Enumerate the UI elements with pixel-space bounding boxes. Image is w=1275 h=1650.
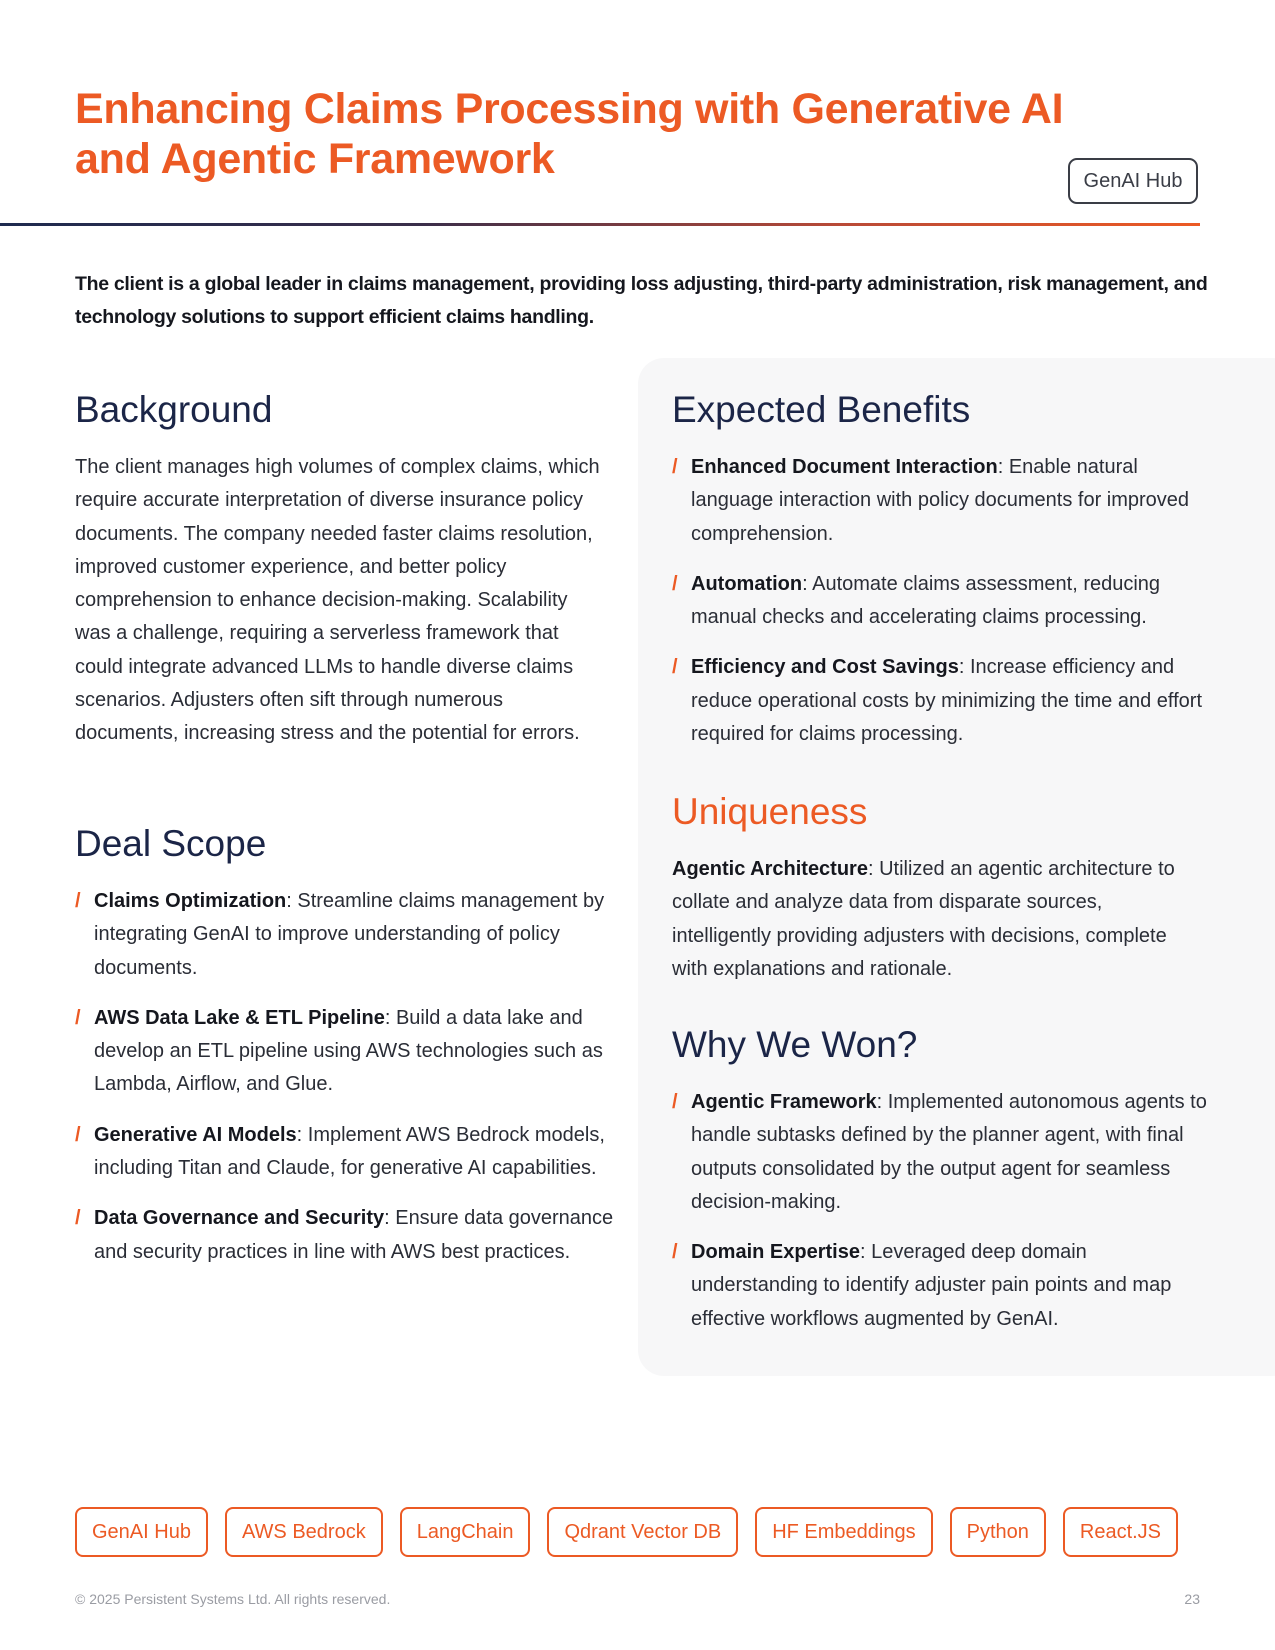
technology-tags: [75, 1507, 1178, 1557]
item-text: : Ensure data governance and security practices in line with AWS best practices.: [94, 1207, 614, 1263]
item-term: Domain Expertise: [691, 1241, 860, 1264]
footer-copyright: © 2025 Persistent Systems Ltd. All rights reserved.: [75, 1591, 391, 1607]
item-term: Automation: [691, 572, 803, 595]
item-text: : Leveraged deep domain understanding to identify adjuster pain points and map effective workflows augmented by GenAI.: [691, 1241, 1172, 1330]
win-reason-item: [672, 1236, 1207, 1336]
deal-scope-list: [75, 885, 615, 1286]
item-text: : Implemented autonomous agents to handle subtasks defined by the planner agent, with final outputs consolidated by the output agent for seamless decision-making.: [691, 1091, 1207, 1213]
deal-scope-item: [75, 1119, 615, 1186]
uniqueness-term: Agentic Architecture: [672, 858, 868, 880]
item-text: : Streamline claims management by integrating GenAI to improve understanding of policy documents.: [94, 890, 605, 979]
item-term: Enhanced Document Interaction: [691, 456, 998, 478]
deal-scope-item: [75, 1002, 615, 1102]
item-text: : Automate claims assessment, reducing manual checks and accelerating claims processing.: [691, 572, 1161, 629]
slash-marker: /: [672, 656, 678, 679]
item-term: Claims Optimization: [94, 890, 287, 912]
tag-python: Python: [950, 1507, 1046, 1557]
why-we-won-list: [672, 1086, 1207, 1353]
item-term: Efficiency and Cost Savings: [691, 656, 959, 679]
item-term: Data Governance and Security: [94, 1207, 385, 1230]
header-divider: [0, 223, 1200, 226]
expected-benefits-heading: Expected Benefits: [672, 389, 971, 430]
item-text: : Implement AWS Bedrock models, including Titan and Claude, for generative AI capabilities.: [94, 1123, 605, 1180]
benefit-item: [672, 451, 1207, 551]
item-text: : Enable natural language interaction with policy documents for improved comprehension.: [691, 456, 1190, 545]
tag-reactjs: React.JS: [1063, 1507, 1178, 1557]
uniqueness-text: [672, 853, 1202, 986]
uniqueness-heading: Uniqueness: [672, 791, 868, 832]
deal-scope-item: [75, 885, 615, 985]
slash-marker: /: [672, 1241, 678, 1264]
deal-scope-item: [75, 1202, 615, 1269]
slash-marker: /: [75, 1006, 81, 1029]
uniqueness-body: : Utilized an agentic architecture to collate and analyze data from disparate sources, intelligently providing adjusters with decisions, complete with explanations and rationale.: [672, 858, 1175, 980]
tag-aws-bedrock: AWS Bedrock: [225, 1507, 383, 1557]
item-text: : Build a data lake and develop an ETL pipeline using AWS technologies such as Lambda, Airflow, and Glue.: [94, 1006, 603, 1096]
page-title: Enhancing Claims Processing with Generative AI and Agentic Framework: [75, 85, 1064, 183]
slash-marker: /: [672, 456, 678, 478]
tag-langchain: LangChain: [400, 1507, 531, 1557]
item-term: Agentic Framework: [691, 1091, 877, 1113]
tag-hf-embeddings: HF Embeddings: [755, 1507, 932, 1557]
intro-summary: The client is a global leader in claims management, providing loss adjusting, third-party administration, risk management, and technology solutions to support efficient claims handling.: [75, 273, 1208, 328]
genai-hub-badge: GenAI Hub: [1068, 158, 1198, 204]
tag-qdrant-vector-db: Qdrant Vector DB: [547, 1507, 738, 1557]
page-number: 23: [1184, 1591, 1200, 1607]
item-text: : Increase efficiency and reduce operational costs by minimizing the time and effort required for claims processing.: [691, 656, 1203, 746]
tag-genai-hub: GenAI Hub: [75, 1507, 208, 1557]
deal-scope-heading: Deal Scope: [75, 823, 267, 864]
expected-benefits-list: [672, 451, 1207, 768]
slash-marker: /: [75, 1123, 81, 1146]
item-term: AWS Data Lake & ETL Pipeline: [94, 1006, 385, 1029]
slash-marker: /: [75, 890, 81, 912]
win-reason-item: [672, 1086, 1207, 1219]
item-term: Generative AI Models: [94, 1123, 297, 1146]
slash-marker: /: [672, 1091, 678, 1113]
why-we-won-heading: Why We Won?: [672, 1024, 918, 1065]
benefit-item: [672, 568, 1207, 635]
background-heading: Background: [75, 389, 273, 430]
slash-marker: /: [672, 572, 678, 595]
background-text: The client manages high volumes of complex claims, which require accurate interpretation of diverse insurance policy documents. The company needed faster claims resolution, improved customer experience, and better policy comprehension to enhance decision-making. Scalability was a challenge, requiring a serverless framework that could integrate advanced LLMs to handle diverse claims scenarios. Adjusters often sift through numerous documents, increasing stress and the potential for errors.: [75, 456, 600, 745]
benefit-item: [672, 651, 1207, 751]
slash-marker: /: [75, 1207, 81, 1230]
